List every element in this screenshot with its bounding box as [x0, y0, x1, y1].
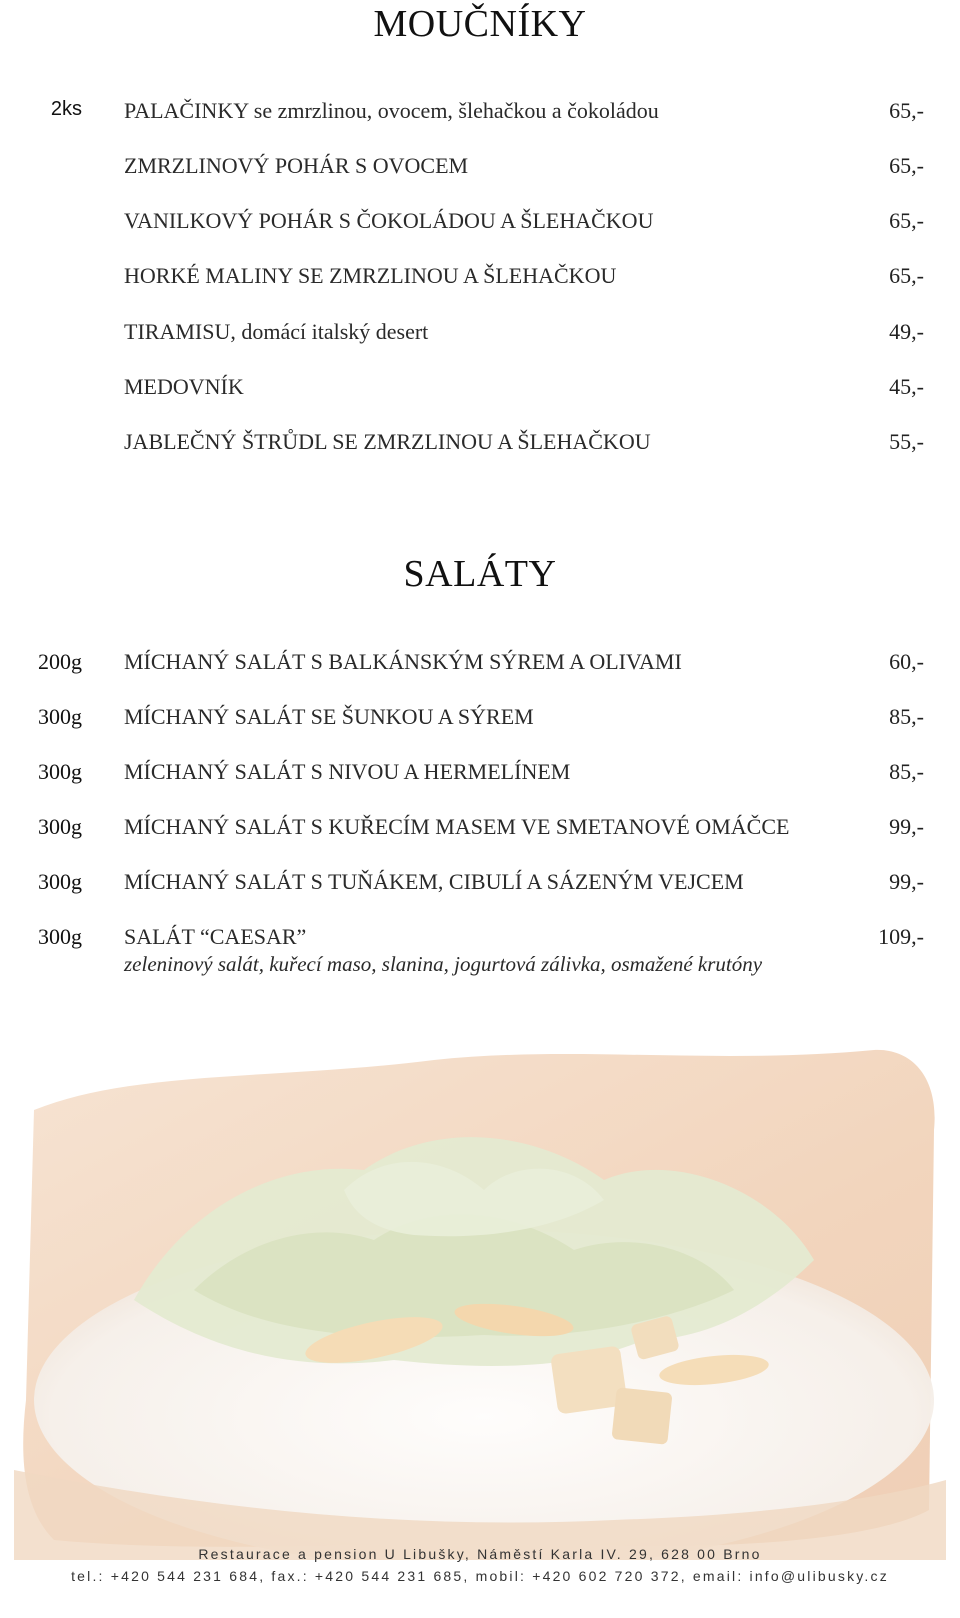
item-name: ZMRZLINOVÝ POHÁR S OVOCEM: [124, 153, 469, 178]
menu-item: [0, 374, 960, 414]
item-name: VANILKOVÝ POHÁR S ČOKOLÁDOU A ŠLEHAČKOU: [124, 208, 654, 233]
salads-title: SALÁTY: [403, 553, 557, 595]
item-name: HORKÉ MALINY SE ZMRZLINOU A ŠLEHAČKOU: [124, 263, 617, 288]
item-price: 65,-: [889, 153, 924, 178]
item-name: MÍCHANÝ SALÁT S KUŘECÍM MASEM VE SMETANOVÉ OMÁČCE: [124, 814, 790, 839]
menu-item: [0, 429, 960, 469]
menu-item: [0, 153, 960, 193]
item-name: MÍCHANÝ SALÁT S NIVOU A HERMELÍNEM: [124, 759, 571, 784]
menu-item: [0, 924, 960, 984]
menu-item: [0, 98, 960, 138]
item-name: MÍCHANÝ SALÁT S TUŇÁKEM, CIBULÍ A SÁZENÝM VEJCEM: [124, 869, 744, 894]
menu-item: [0, 704, 960, 744]
menu-item: [0, 869, 960, 909]
item-price: 109,-: [878, 924, 924, 949]
item-price: 60,-: [889, 649, 924, 674]
item-name: MEDOVNÍK: [124, 374, 244, 399]
item-name: SALÁT “CAESAR”: [124, 924, 307, 949]
item-price: 55,-: [889, 429, 924, 454]
salad-photo: [14, 1040, 946, 1560]
item-quantity: 300g: [38, 759, 82, 784]
item-price: 99,-: [889, 869, 924, 894]
menu-item: [0, 649, 960, 689]
menu-item: [0, 319, 960, 359]
menu-item: [0, 263, 960, 303]
menu-item: [0, 814, 960, 854]
desserts-title: MOUČNÍKY: [373, 3, 587, 45]
footer-address: Restaurace a pension U Libušky, Náměstí Karla IV. 29, 628 00 Brno: [198, 1546, 762, 1562]
item-name: JABLEČNÝ ŠTRŮDL SE ZMRZLINOU A ŠLEHAČKOU: [124, 429, 651, 454]
item-quantity: 300g: [38, 704, 82, 729]
item-price: 65,-: [889, 208, 924, 233]
item-price: 65,-: [889, 98, 924, 123]
item-quantity: 300g: [38, 814, 82, 839]
item-price: 85,-: [889, 759, 924, 784]
item-quantity: 300g: [38, 869, 82, 894]
item-price: 45,-: [889, 374, 924, 399]
item-quantity: 2ks: [50, 98, 82, 120]
item-name: TIRAMISU, domácí italský desert: [124, 319, 429, 344]
item-quantity: 200g: [38, 649, 82, 674]
item-price: 49,-: [889, 319, 924, 344]
menu-item: [0, 208, 960, 248]
item-description: zeleninový salát, kuřecí maso, slanina, jogurtová zálivka, osmažené krutóny: [124, 952, 763, 976]
item-name: MÍCHANÝ SALÁT SE ŠUNKOU A SÝREM: [124, 704, 534, 729]
item-quantity: 300g: [38, 924, 82, 949]
footer-contacts: tel.: +420 544 231 684, fax.: +420 544 231 685, mobil: +420 602 720 372, email: info@ulibusky.cz: [71, 1568, 889, 1584]
item-price: 85,-: [889, 704, 924, 729]
item-price: 65,-: [889, 263, 924, 288]
item-name: PALAČINKY se zmrzlinou, ovocem, šlehačkou a čokoládou: [124, 98, 659, 123]
item-price: 99,-: [889, 814, 924, 839]
menu-item: [0, 759, 960, 799]
item-name: MÍCHANÝ SALÁT S BALKÁNSKÝM SÝREM A OLIVAMI: [124, 649, 682, 674]
